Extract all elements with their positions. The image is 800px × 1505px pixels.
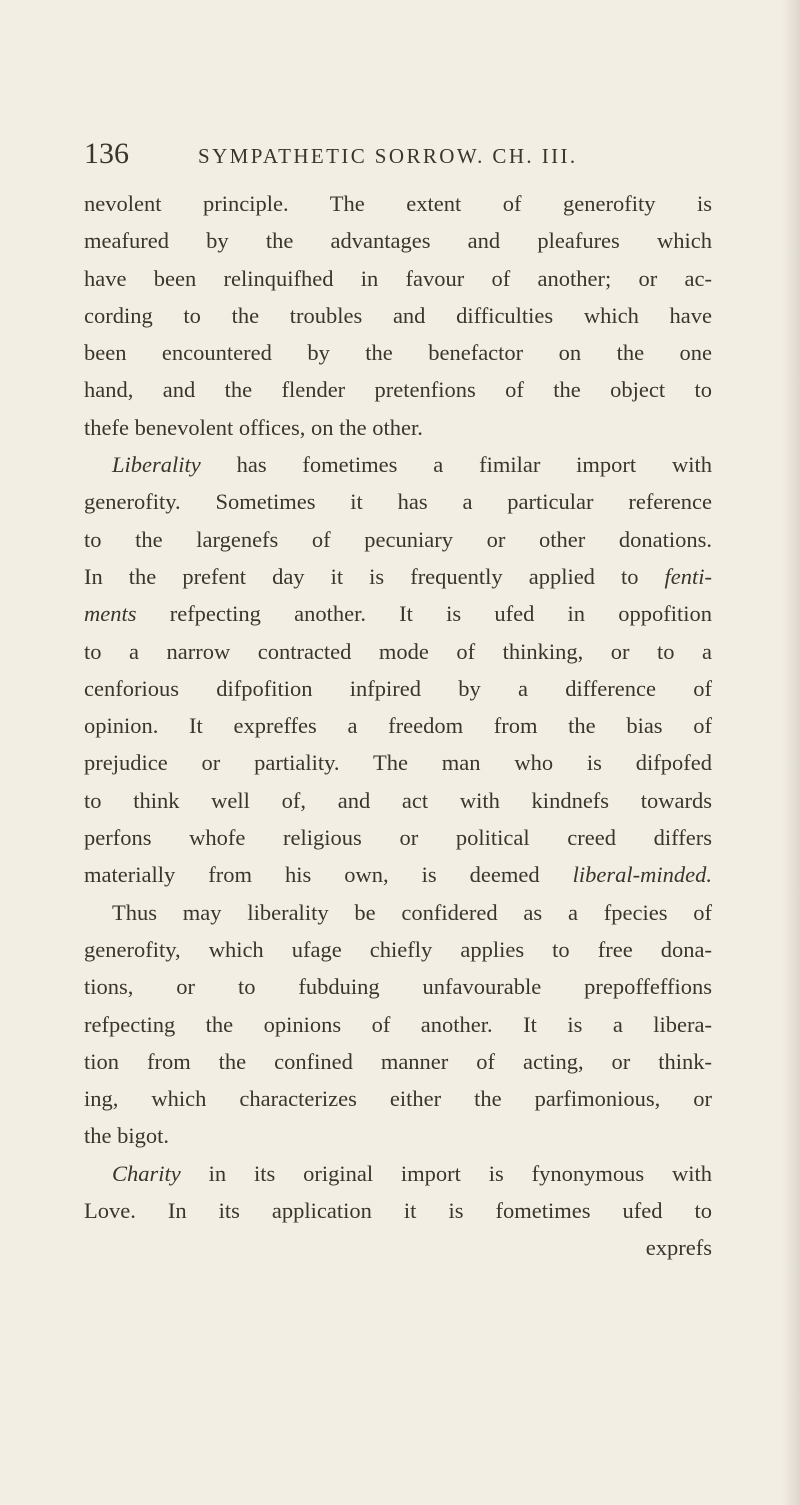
- text-line: refpecting the opinions of another. It is a libera-: [84, 1011, 712, 1037]
- text-line: perfons whofe religious or political creed differs: [84, 825, 712, 851]
- text-line: Charity in its original import is fynonymous with: [112, 1160, 712, 1186]
- text-line: materially from his own, is deemed liberal-minded.: [84, 862, 712, 888]
- text-line: thefe benevolent offices, on the other.: [84, 414, 423, 440]
- text-line: cenforious difpofition infpired by a difference of: [84, 675, 712, 701]
- text-line: nevolent principle. The extent of generofity is: [84, 191, 712, 216]
- text-line: meafured by the advantages and pleafures which: [84, 228, 712, 254]
- page-number: 136: [84, 137, 129, 170]
- term-charity: Charity: [112, 1160, 181, 1186]
- running-title: SYMPATHETIC SORROW. CH. III.: [198, 144, 578, 168]
- text-line: have been relinquifhed in favour of another; or ac-: [84, 265, 712, 291]
- text-line: to the largenefs of pecuniary or other donations.: [84, 526, 712, 552]
- text-line: Liberality has fometimes a fimilar import with: [112, 452, 712, 478]
- text-line: Thus may liberality be confidered as a fpecies of: [112, 899, 712, 925]
- body-text: [84, 185, 712, 1267]
- text-line: ing, which characterizes either the parfimonious, or: [84, 1086, 712, 1112]
- text-line: generofity. Sometimes it has a particular reference: [84, 489, 712, 515]
- text-line: prejudice or partiality. The man who is difpofed: [84, 750, 712, 776]
- running-head: [84, 134, 710, 174]
- text-line: hand, and the flender pretenfions of the object to: [84, 377, 712, 403]
- text-line: tions, or to fubduing unfavourable prepoffeffions: [84, 974, 712, 1000]
- catchword: exprefs: [645, 1235, 712, 1261]
- term-liberality: Liberality: [112, 452, 201, 478]
- text-line: Love. In its application it is fometimes ufed to: [84, 1198, 712, 1224]
- text-line: opinion. It expreffes a freedom from the bias of: [84, 713, 712, 739]
- text-line: to a narrow contracted mode of thinking, or to a: [84, 638, 712, 664]
- text-line: been encountered by the benefactor on the one: [84, 340, 712, 366]
- text-line: In the prefent day it is frequently applied to fenti-: [84, 563, 712, 589]
- text-line: tion from the confined manner of acting, or think-: [84, 1048, 712, 1074]
- text-line: the bigot.: [84, 1123, 169, 1149]
- text-line: generofity, which ufage chiefly applies to free dona-: [84, 936, 712, 962]
- text-line: to think well of, and act with kindnefs towards: [84, 787, 712, 813]
- text-line: ments refpecting another. It is ufed in oppofition: [84, 601, 712, 627]
- page-edge-shadow: [782, 0, 800, 1505]
- text-line: cording to the troubles and difficulties which have: [84, 302, 712, 328]
